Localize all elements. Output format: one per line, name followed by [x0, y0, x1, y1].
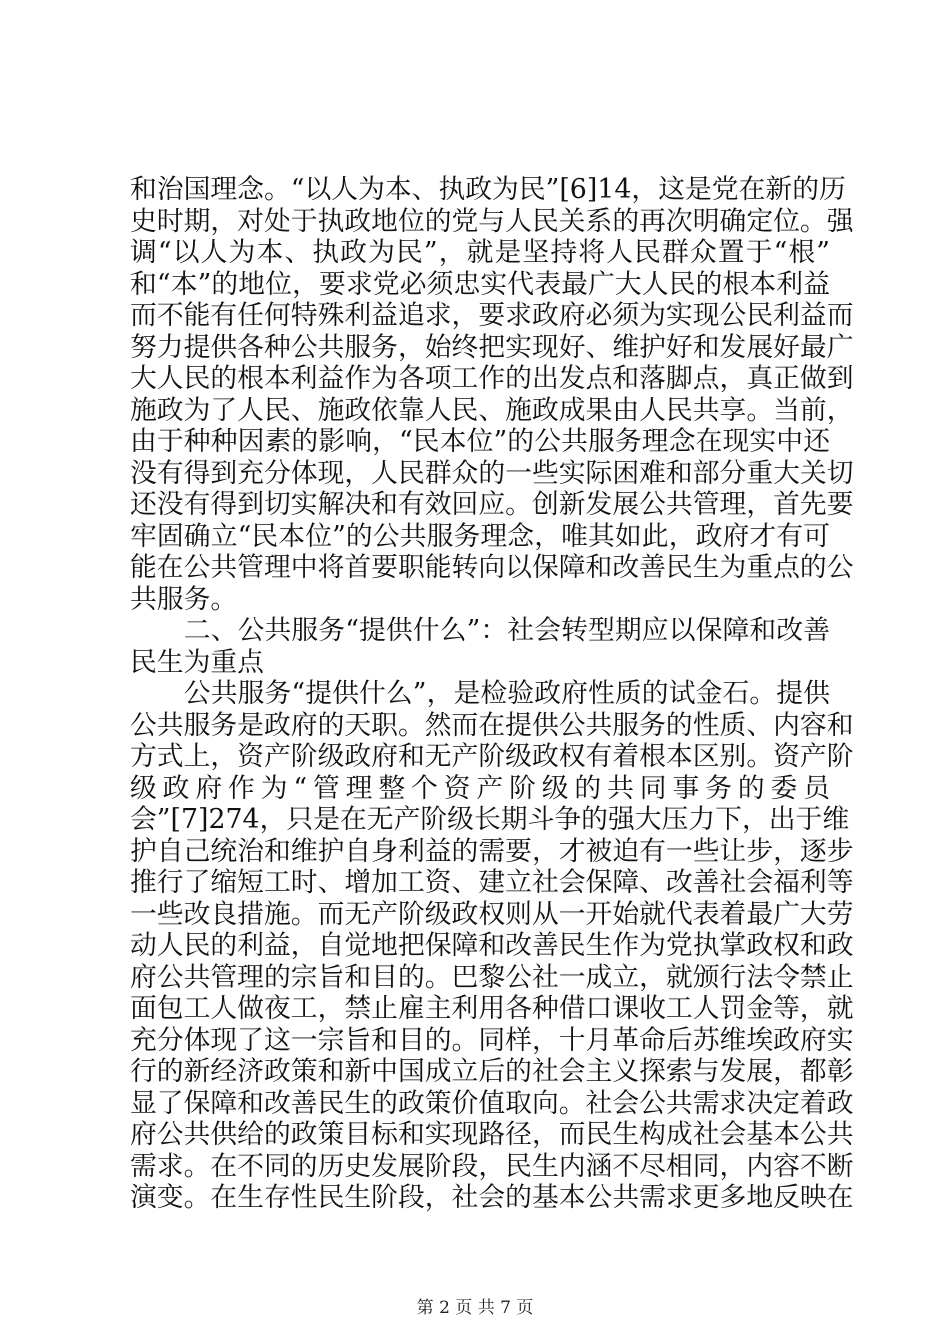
text-line: 府公共管理的宗旨和目的。巴黎公社一成立，就颁行法令禁止	[130, 961, 854, 993]
text-line: 而不能有任何特殊利益追求，要求政府必须为实现公民利益而	[130, 300, 854, 331]
text-line: 还没有得到切实解决和有效回应。创新发展公共管理，首先要	[130, 489, 854, 520]
text-line: 会”[7]274，只是在无产阶级长期斗争的强大压力下，出于维	[130, 804, 850, 835]
text-line: 没有得到充分体现，人民群众的一些实际困难和部分重大关切	[130, 457, 854, 489]
document-body	[130, 174, 854, 1214]
text-line: 施政为了人民、施政依靠人民、施政成果由人民共享。当前，	[130, 394, 854, 426]
text-line: 需求。在不同的历史发展阶段，民生内涵不尽相同，内容不断	[130, 1150, 854, 1182]
text-line: 面包工人做夜工，禁止雇主利用各种借口课收工人罚金等，就	[130, 993, 854, 1024]
text-line: 行的新经济政策和新中国成立后的社会主义探索与发展，都彰	[130, 1056, 854, 1087]
text-line: 充分体现了这一宗旨和目的。同样，十月革命后苏维埃政府实	[130, 1024, 854, 1056]
text-line: 一些改良措施。而无产阶级政权则从一开始就代表着最广大劳	[130, 898, 854, 930]
text-line: 方式上，资产阶级政府和无产阶级政权有着根本区别。资产阶	[130, 741, 854, 772]
text-line: 推行了缩短工时、增加工资、建立社会保障、改善社会福利等	[130, 867, 854, 898]
text-line: 和“本”的地位，要求党必须忠实代表最广大人民的根本利益	[130, 268, 830, 300]
text-line: 显了保障和改善民生的政策价值取向。社会公共需求决定着政	[130, 1087, 854, 1119]
text-line: 级政府作为“管理整个资产阶级的共同事务的委员	[130, 772, 830, 804]
text-line: 和治国理念。“以人为本、执政为民”[6]14，这是党在新的历	[130, 174, 846, 205]
text-line: 动人民的利益，自觉地把保障和改善民生作为党执掌政权和政	[130, 930, 854, 961]
text-line: 调“以人为本、执政为民”，就是坚持将人民群众置于“根”	[130, 237, 830, 268]
text-line: 由于种种因素的影响，“民本位”的公共服务理念在现实中还	[130, 426, 830, 457]
text-line: 史时期，对处于执政地位的党与人民关系的再次明确定位。强	[130, 205, 854, 237]
page-number-footer: 第 2 页 共 7 页	[416, 1298, 534, 1318]
text-line: 大人民的根本利益作为各项工作的出发点和落脚点，真正做到	[130, 363, 854, 394]
text-line: 二、公共服务“提供什么”：社会转型期应以保障和改善	[130, 615, 830, 646]
text-line: 公共服务是政府的天职。然而在提供公共服务的性质、内容和	[130, 709, 854, 741]
text-line: 公共服务“提供什么”，是检验政府性质的试金石。提供	[130, 678, 830, 709]
text-line: 努力提供各种公共服务，始终把实现好、维护好和发展好最广	[130, 331, 854, 363]
text-line: 能在公共管理中将首要职能转向以保障和改善民生为重点的公	[130, 552, 854, 583]
text-line: 民生为重点	[130, 646, 264, 678]
text-line: 府公共供给的政策目标和实现路径，而民生构成社会基本公共	[130, 1119, 854, 1150]
text-line: 共服务。	[130, 583, 238, 615]
text-line: 牢固确立“民本位”的公共服务理念，唯其如此，政府才有可	[130, 520, 830, 552]
text-line: 演变。在生存性民生阶段，社会的基本公共需求更多地反映在	[130, 1182, 854, 1213]
text-line: 护自己统治和维护自身利益的需要，才被迫有一些让步，逐步	[130, 835, 854, 867]
